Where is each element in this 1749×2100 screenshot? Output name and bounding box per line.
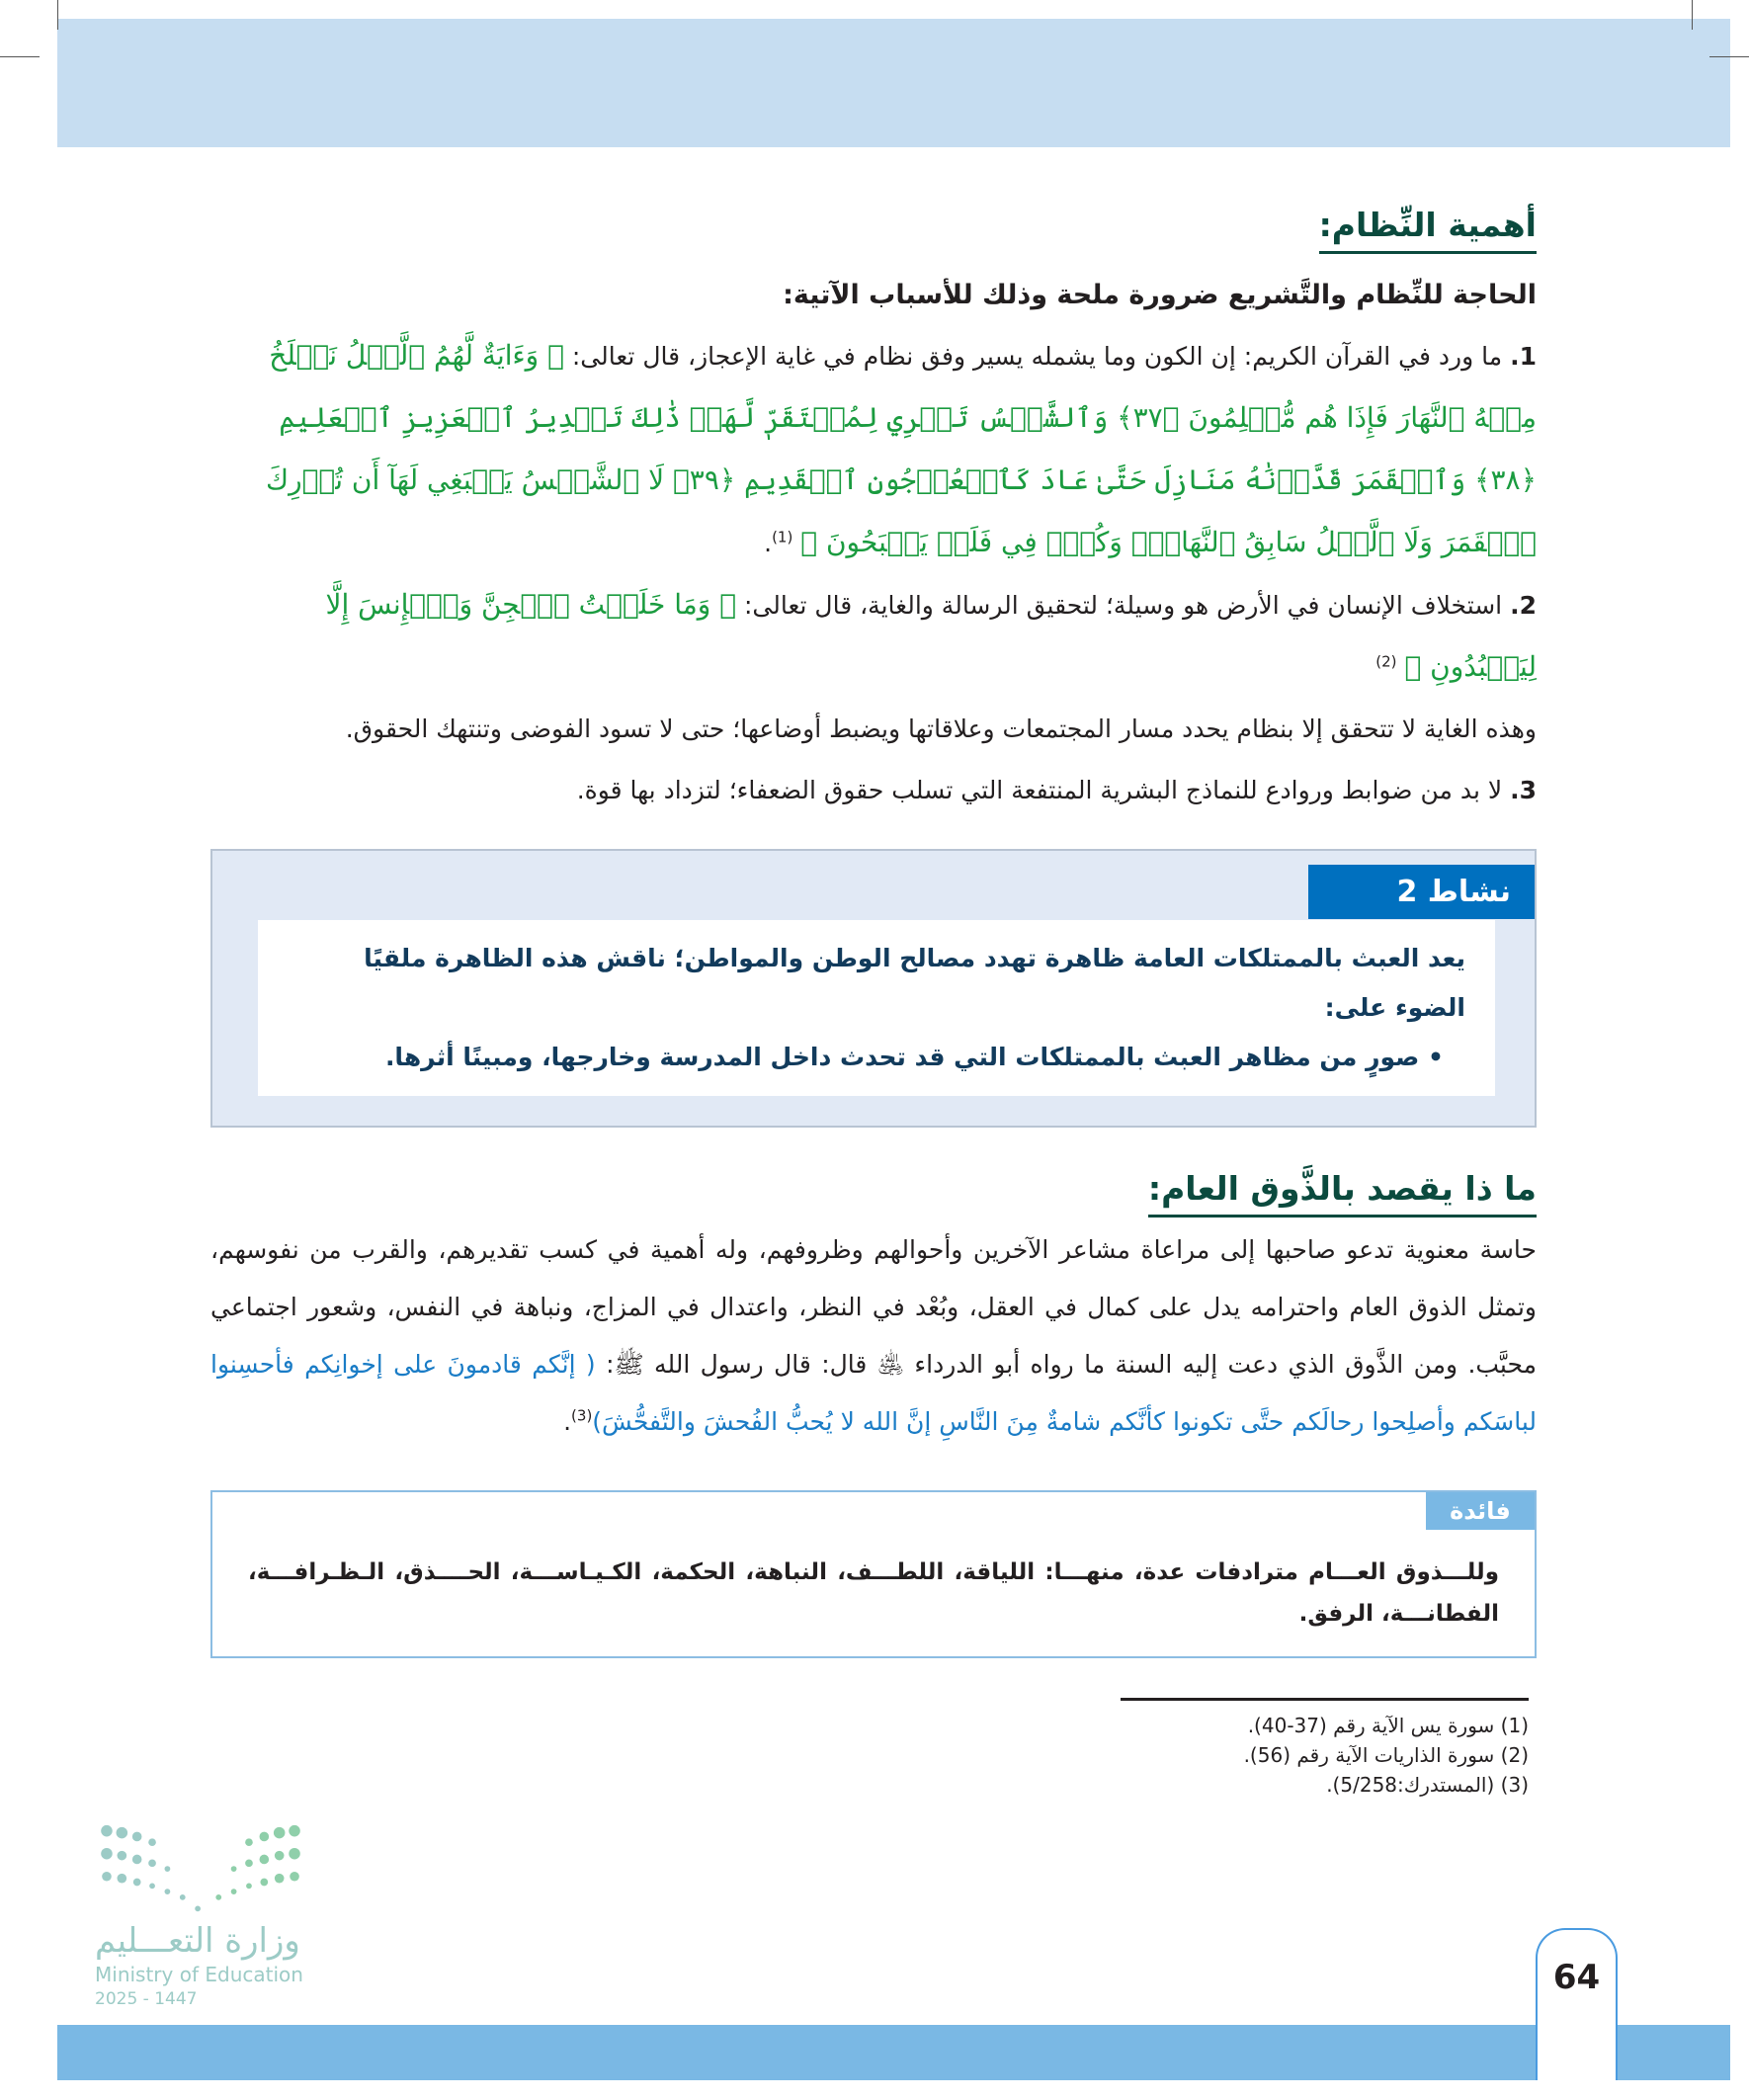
- logo-dots-icon: [95, 1823, 306, 1918]
- item-text: ما ورد في القرآن الكريم: إن الكون وما يشمله يسير وفق نظام في غاية الإعجاز، قال تعالى:: [571, 342, 1503, 371]
- activity-content: [258, 920, 1495, 1096]
- footnote-ref: (3): [571, 1406, 593, 1425]
- benefit-label: فائدة: [1426, 1492, 1535, 1530]
- public-taste-paragraph: حاسة معنوية تدعو صاحبها إلى مراعاة مشاعر الآخرين وأحوالهم وظروفهم، وله أهمية في كسب تقديرهم، والقرب من نفوسهم، وتمثل الذوق العام واحترامه يدل على كمال في العقل، وبُعْد في النظر، واعتدال في المزاج، ونباهة في النفس، وشعور اجتماعي محبَّب. ومن الذَّوق الذي دعت إليه السنة ما رواه أبو الدرداء ﵁ قال: قال رسول الله ﷺ: ( إنَّكم قادمونَ على إخوانِكم فأحسِنوا لباسَكم وأصلِحوا رحالَكم حتَّى تكونوا كأنَّكم شامةٌ مِنَ النَّاسِ إنَّ الله لا يُحبُّ الفُحشَ والتَّفحُّشَ)$^{(3)}$.: [210, 1235, 1538, 1436]
- footnote-divider: [1121, 1698, 1529, 1701]
- item-2: [210, 574, 1537, 699]
- footnote-ref: (1): [772, 528, 793, 546]
- item-2-continuation: وهذه الغاية لا تتحقق إلا بنظام يحدد مسار المجتمعات وعلاقاتها ويضبط أوضاعها؛ حتى لا تسود الفوضى وتنتهك الحقوق.: [345, 714, 1537, 743]
- item-number: 1.: [1510, 342, 1537, 371]
- quran-verse: ﴿ وَءَايَةٌ لَّهُمُ ٱلَّيۡلُ نَسۡلَخُ مِنۡهُ ٱلنَّهَارَ فَإِذَا هُم مُّظۡلِمُونَ ﴿٣٧﴾ وَٱلشَّمۡسُ تَجۡرِي لِمُسۡتَقَرّٖ لَّهَاۚ ذَٰلِكَ تَقۡدِيرُ ٱلۡعَزِيزِ ٱلۡعَلِيمِ ﴿٣٨﴾ وَٱلۡقَمَرَ قَدَّرۡنَٰهُ مَنَازِلَ حَتَّىٰ عَادَ كَٱلۡعُرۡجُونِ ٱلۡقَدِيمِ ﴿٣٩﴾ لَا ٱلشَّمۡسُ يَنۢبَغِي لَهَآ أَن تُدۡرِكَ ٱلۡقَمَرَ وَلَا ٱلَّيۡلُ سَابِقُ ٱلنَّهَارِۚ وَكُلّٞ فِي فَلَكٖ يَسۡبَحُونَ ﴾: [266, 339, 1537, 558]
- section-title-importance: أهمية النِّظام:: [1319, 204, 1537, 254]
- footnote: (3) (المستدرك:5/258).: [1326, 1773, 1529, 1797]
- paragraph-text: حاسة معنوية تدعو صاحبها إلى مراعاة مشاعر الآخرين وأحوالهم وظروفهم، وله أهمية في كسب تقديرهم، والقرب من نفوسهم، وتمثل الذوق العام واحترامه يدل على كمال في العقل، وبُعْد في النظر، واعتدال في المزاج، ونباهة في النفس، وشعور اجتماعي محبَّب. ومن الذَّوق الذي دعت إليه السنة ما رواه أبو الدرداء ﵁ قال: قال رسول الله ﷺ:: [210, 1235, 1538, 1379]
- section-title-public-taste: ما ذا يقصد بالذَّوق العام:: [1148, 1167, 1537, 1218]
- item-1: 1. ما ورد في القرآن الكريم: إن الكون وما يشمله يسير وفق نظام في غاية الإعجاز، قال تعالى: ﴿ وَءَايَةٌ لَّهُمُ ٱلَّيۡلُ نَسۡلَخُ مِنۡهُ ٱلنَّهَارَ فَإِذَا هُم مُّظۡلِمُونَ ﴿٣٧﴾ وَٱلشَّمۡسُ تَجۡرِي لِمُسۡتَقَرّٖ لَّهَاۚ ذَٰلِكَ تَقۡدِيرُ ٱلۡعَزِيزِ ٱلۡعَلِيمِ ﴿٣٨﴾ وَٱلۡقَمَرَ قَدَّرۡنَٰهُ مَنَازِلَ حَتَّىٰ عَادَ كَٱلۡعُرۡجُونِ ٱلۡقَدِيمِ ﴿٣٩﴾ لَا ٱلشَّمۡسُ يَنۢبَغِي لَهَآ أَن تُدۡرِكَ ٱلۡقَمَرَ وَلَا ٱلَّيۡلُ سَابِقُ ٱلنَّهَارِۚ وَكُلّٞ فِي فَلَكٖ يَسۡبَحُونَ ﴾ $^{(1)}$.: [266, 339, 1537, 558]
- footnotes: [1121, 1698, 1529, 1800]
- crop-mark: [1709, 56, 1749, 57]
- logo-year: 2025 - 1447: [95, 1989, 198, 2009]
- crop-mark: [57, 0, 58, 30]
- quran-verse: ﴿ وَمَا خَلَقۡتُ ٱلۡجِنَّ وَٱلۡإِنسَ إِلَّا لِيَعۡبُدُونِ ﴾: [325, 588, 1537, 683]
- logo-english-name: Ministry of Education: [95, 1963, 303, 1986]
- footnote: (1) سورة يس الآية رقم (37-40).: [1247, 1714, 1529, 1737]
- activity-bullet: • صورٍ من مظاهر العبث بالممتلكات التي قد تحدث داخل المدرسة وخارجها، ومبينًا أثرها.: [384, 1043, 1444, 1071]
- logo-arabic-name: وزارة التعـــليم: [95, 1921, 300, 1961]
- footnote-ref: (2): [1375, 652, 1397, 671]
- item-text: لا بد من ضوابط وروادع للنماذج البشرية المنتفعة التي تسلب حقوق الضعفاء؛ لتزداد بها قوة.: [576, 776, 1503, 804]
- crop-mark: [1692, 0, 1693, 30]
- item-number: 2.: [1510, 591, 1537, 620]
- footnote: (2) سورة الذاريات الآية رقم (56).: [1243, 1743, 1529, 1767]
- crop-mark: [0, 56, 40, 57]
- item-text: استخلاف الإنسان في الأرض هو وسيلة؛ لتحقيق الرسالة والغاية، قال تعالى:: [743, 591, 1503, 620]
- item-number: 3.: [1510, 776, 1537, 804]
- activity-question: يعد العبث بالممتلكات العامة ظاهرة تهدد مصالح الوطن والمواطن؛ ناقش هذه الظاهرة ملقيًا الضوء على:: [364, 944, 1465, 1022]
- main-content: [210, 204, 1537, 1800]
- benefit-text: وللـــذوق العـــام مترادفات عدة، منهـــا: اللياقة، اللطـــف، النباهة، الحكمة، الكـيـاســـة، الحــــذق، الـظـرافـــة، الفطانـــة، الرفق.: [248, 1559, 1499, 1627]
- benefit-box: [210, 1490, 1537, 1658]
- activity-bullet-text: صورٍ من مظاهر العبث بالممتلكات التي قد تحدث داخل المدرسة وخارجها، ومبينًا أثرها.: [384, 1043, 1420, 1071]
- header-band: [57, 19, 1730, 147]
- activity-label: نشاط 2: [1308, 865, 1535, 919]
- section-subtitle: الحاجة للنِّظام والتَّشريع ضرورة ملحة وذلك للأسباب الآتية:: [783, 280, 1537, 310]
- hadith-text: ( إنَّكم قادمونَ على إخوانِكم فأحسِنوا لباسَكم وأصلِحوا رحالَكم حتَّى تكونوا كأنَّكم شامةٌ مِنَ النَّاسِ إنَّ الله لا يُحبُّ الفُحشَ والتَّفحُّشَ): [210, 1350, 1537, 1436]
- activity-box: [210, 849, 1537, 1128]
- page-number: 64: [1536, 1928, 1618, 2080]
- item-3: [210, 760, 1537, 821]
- footer-band: [57, 2025, 1730, 2080]
